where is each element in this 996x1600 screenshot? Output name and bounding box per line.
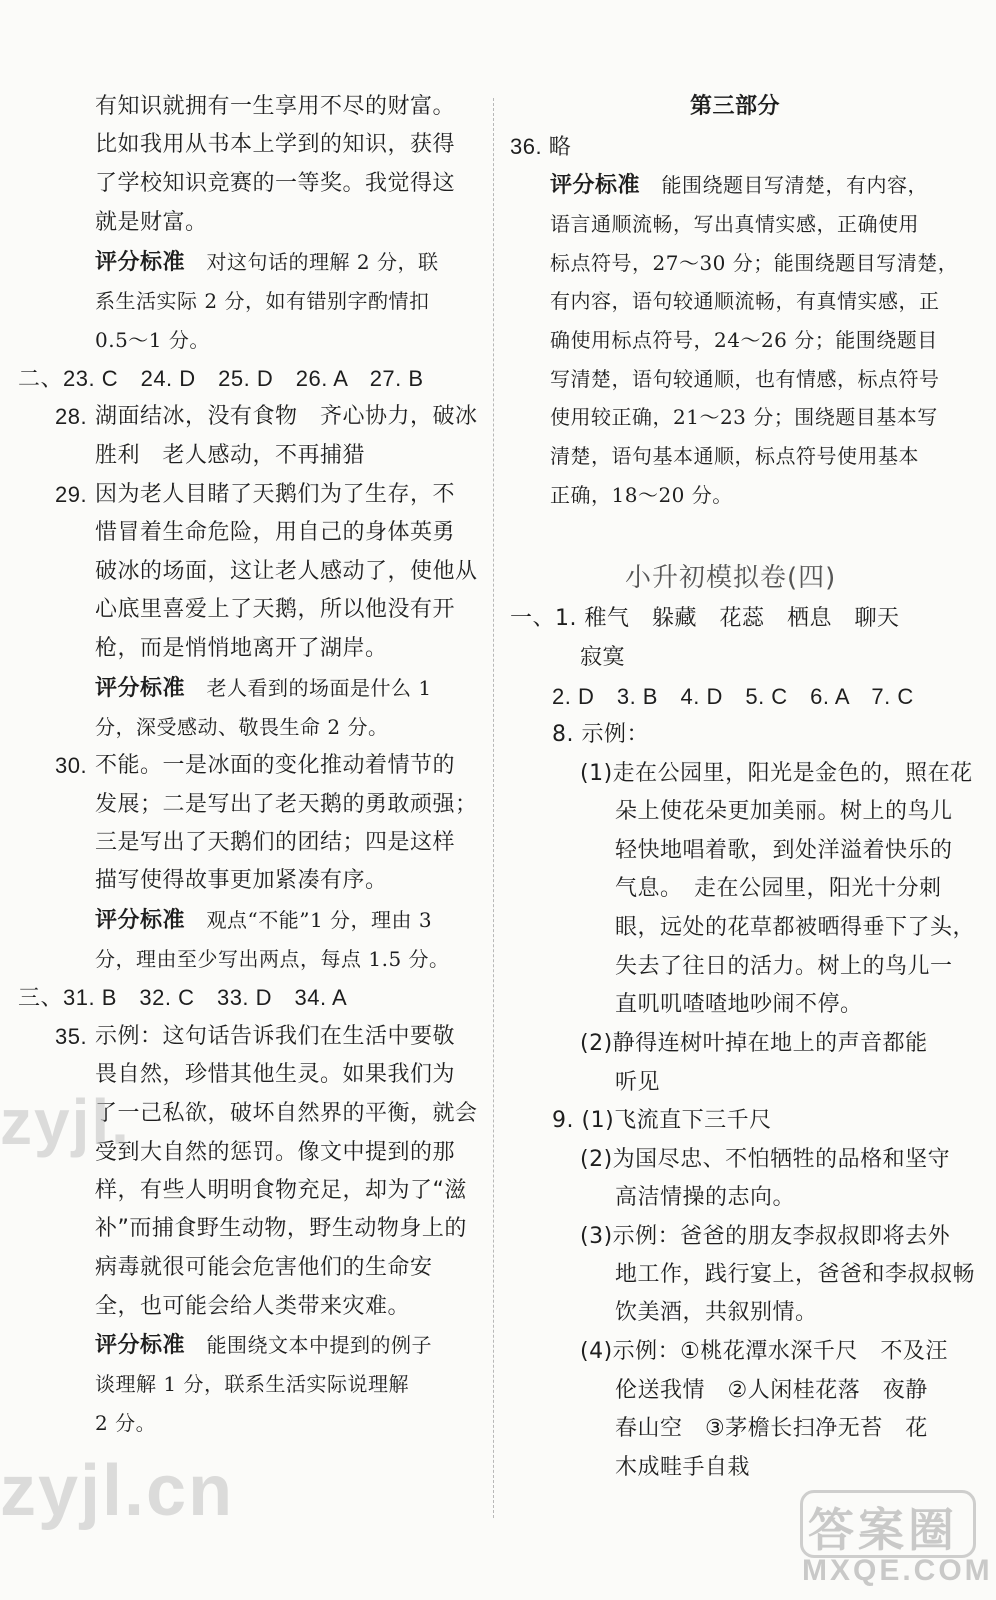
answer-line: 2. D 3. B 4. D 5. C 6. A 7. C: [552, 684, 914, 709]
section-title: 小升初模拟卷(四): [625, 563, 837, 593]
scoring-text: 清楚，语句基本通顺，标点符号使用基本: [550, 444, 919, 468]
answer-line: 一、1. 稚气 躲藏 花蕊 栖息 聊天: [510, 606, 900, 631]
watermark-text: zyjl.cn: [0, 1451, 235, 1531]
question-number: 35.: [55, 1024, 88, 1049]
answer-line: 听见: [615, 1070, 661, 1095]
answer-line: 地工作，践行宴上，爸爸和李叔叔畅: [615, 1262, 976, 1287]
answer-line: 样，有些人明明食物充足，却为了“滋: [95, 1178, 467, 1203]
answer-line: 眼，远处的花草都被晒得垂下了头，: [615, 915, 976, 940]
question-number: 30.: [55, 753, 88, 778]
scoring-text: 使用较正确，21～23 分；围绕题目基本写: [550, 405, 938, 429]
answer-line: 病毒就很可能会危害他们的生命安: [95, 1255, 433, 1280]
scoring-label: 评分标准: [95, 250, 186, 275]
scoring-text: 正确，18～20 分。: [550, 483, 733, 507]
answer-line: 描写使得故事更加紧凑有序。: [95, 868, 388, 893]
answer-line: 了学校知识竞赛的一等奖。我觉得这: [95, 171, 456, 196]
answer-line: 有知识就拥有一生享用不尽的财富。: [95, 94, 456, 119]
answer-line: (1)走在公园里，阳光是金色的，照在花: [580, 761, 973, 786]
scoring-line: [95, 673, 432, 704]
scoring-text: 确使用标点符号，24～26 分；能围绕题目: [550, 328, 938, 352]
answer-line: 受到大自然的惩罚。像文中提到的那: [95, 1140, 456, 1165]
answer-line: 直叽叽喳喳地吵闹不停。: [615, 992, 863, 1017]
answer-line: 8. 示例：: [552, 722, 649, 747]
scoring-text: 写清楚，语句较通顺，也有情感，标点符号: [550, 367, 940, 391]
answer-line: 三是写出了天鹅们的团结；四是这样: [95, 830, 456, 855]
question-number: 28.: [55, 404, 88, 429]
scoring-text: 有内容，语句较通顺流畅，有真情实感，正: [550, 289, 940, 313]
answer-line: 就是财富。: [95, 210, 208, 235]
question-number: 29.: [55, 482, 88, 507]
column-divider: [493, 98, 494, 1518]
answer-line: 因为老人目睹了天鹅们为了生存，不: [95, 482, 456, 507]
answer-line: (4)示例：①桃花潭水深千尺 不及汪: [580, 1339, 948, 1364]
scoring-line: [95, 247, 438, 278]
answer-line: 高洁情操的志向。: [615, 1185, 796, 1210]
answer-line: (2)为国尽忠、不怕牺牲的品格和坚守: [580, 1147, 951, 1172]
answer-line: 寂寞: [580, 645, 626, 670]
scoring-line: [95, 1330, 432, 1361]
scoring-text: 0.5～1 分。: [95, 328, 210, 352]
logo-chars: 答案圈: [808, 1503, 958, 1557]
scoring-text: 老人看到的场面是什么 1: [206, 676, 432, 700]
scoring-text: 语言通顺流畅，写出真情实感，正确使用: [550, 212, 919, 236]
scoring-label: 评分标准: [95, 676, 186, 701]
answer-line: 惜冒着生命危险，用自己的身体英勇: [95, 520, 456, 545]
answer-line: (2)静得连树叶掉在地上的声音都能: [580, 1031, 928, 1056]
scoring-line: [95, 905, 432, 936]
answer-line: 伦送我情 ②人闲桂花落 夜静: [615, 1378, 928, 1403]
answer-line: 了一己私欲，破坏自然界的平衡，就会: [95, 1101, 478, 1126]
answer-line: 9. (1)飞流直下三千尺: [552, 1108, 772, 1133]
section-three-answers: 三、31. B 32. C 33. D 34. A: [18, 985, 348, 1010]
answer-line: 心底里喜爱上了天鹅，所以他没有开: [95, 597, 456, 622]
watermark-text: zyjl.: [0, 1086, 131, 1158]
answer-line: 湖面结冰，没有食物 齐心协力，破冰: [95, 404, 478, 429]
answer-line: 饮美酒，共叙别情。: [615, 1300, 818, 1325]
logo-url: MXQE.COM: [802, 1554, 993, 1587]
answer-line: 全，也可能会给人类带来灾难。: [95, 1294, 411, 1319]
answer-line: 比如我用从书本上学到的知识，获得: [95, 132, 456, 157]
scoring-text: 系生活实际 2 分，如有错别字酌情扣: [95, 289, 430, 313]
scoring-text: 标点符号，27～30 分；能围绕题目写清楚，: [550, 251, 959, 275]
watermark-logo: [790, 1488, 993, 1588]
answer-line: 示例：这句话告诉我们在生活中要敬: [95, 1024, 456, 1049]
answer-line: 枪，而是悄悄地离开了湖岸。: [95, 636, 388, 661]
answer-line: 畏自然，珍惜其他生灵。如果我们为: [95, 1062, 456, 1087]
section-two-answers: 二、23. C 24. D 25. D 26. A 27. B: [18, 366, 424, 391]
scoring-text: 对这句话的理解 2 分，联: [206, 250, 439, 274]
scoring-text: 能围绕题目写清楚，有内容，: [661, 173, 929, 197]
answer-line: 失去了往日的活力。树上的鸟儿一: [615, 954, 953, 979]
scoring-text: 分，深受感动、敬畏生命 2 分。: [95, 715, 389, 739]
scoring-label: 评分标准: [95, 1333, 186, 1358]
scoring-text: 2 分。: [95, 1411, 157, 1435]
answer-line: 发展；二是写出了老天鹅的勇敢顽强；: [95, 792, 478, 817]
answer-line: 春山空 ③茅檐长扫净无苔 花: [615, 1416, 928, 1441]
scoring-text: 能围绕文本中提到的例子: [206, 1333, 433, 1357]
answer-line: 破冰的场面，这让老人感动了，使他从: [95, 559, 478, 584]
answer-line: 胜利 老人感动，不再捕猎: [95, 443, 366, 468]
answer-line: 36. 略: [510, 134, 572, 159]
answer-line: 朵上使花朵更加美丽。树上的鸟儿: [615, 799, 953, 824]
answer-line: (3)示例：爸爸的朋友李叔叔即将去外: [580, 1224, 951, 1249]
part-three-heading: 第三部分: [690, 94, 781, 119]
answer-line: 轻快地唱着歌，到处洋溢着快乐的: [615, 838, 953, 863]
answer-line: 气息。 走在公园里，阳光十分刺: [615, 876, 942, 901]
scoring-text: 谈理解 1 分，联系生活实际说理解: [95, 1372, 409, 1396]
scoring-text: 观点“不能”1 分，理由 3: [206, 908, 433, 932]
answer-line: 木成畦手自栽: [615, 1455, 751, 1480]
scoring-line: [550, 170, 928, 201]
scoring-label: 评分标准: [95, 908, 186, 933]
answer-line: 不能。一是冰面的变化推动着情节的: [95, 753, 456, 778]
scoring-text: 分，理由至少写出两点，每点 1.5 分。: [95, 947, 450, 971]
scoring-label: 评分标准: [550, 173, 641, 198]
answer-line: 补”而捕食野生动物，野生动物身上的: [95, 1216, 467, 1241]
